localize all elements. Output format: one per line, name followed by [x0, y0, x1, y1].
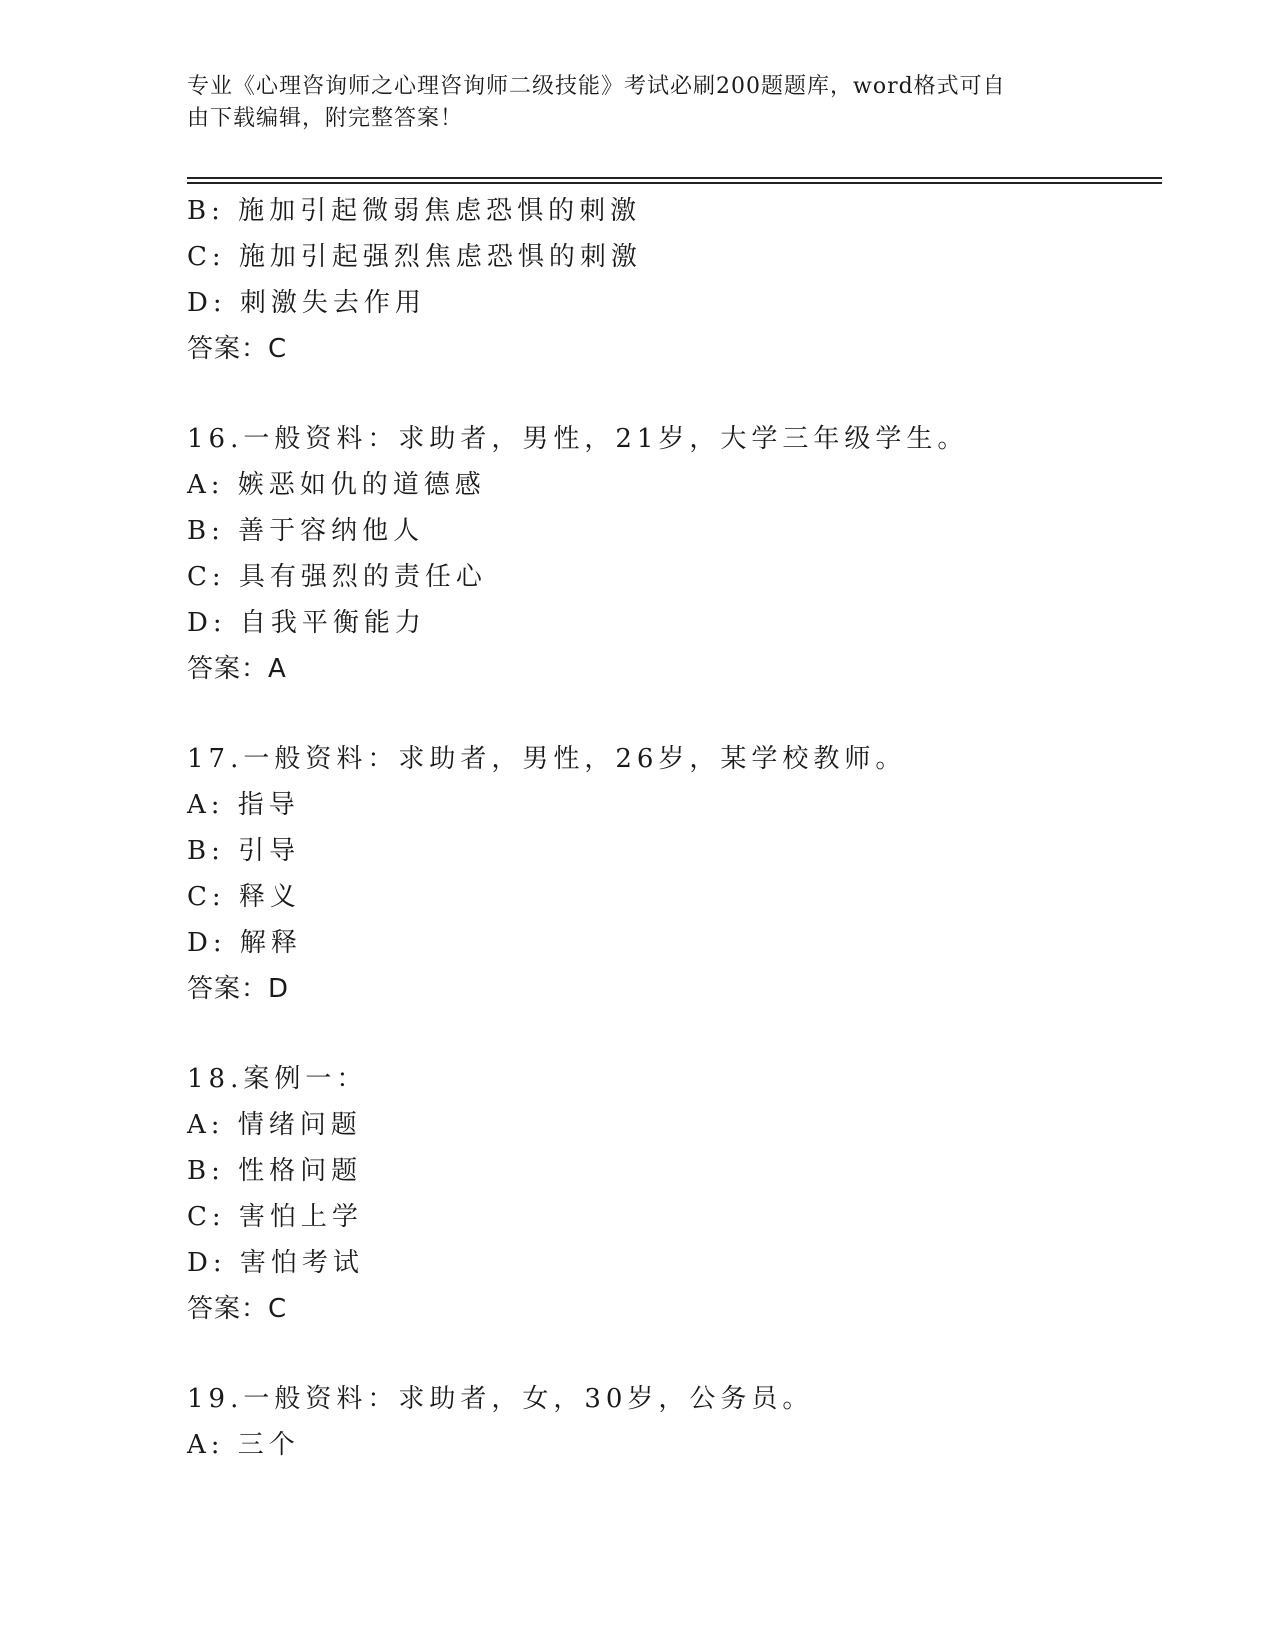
- header-rule-top: [187, 177, 1162, 179]
- question-stem: 16.一般资料：求助者，男性，21岁，大学三年级学生。: [187, 424, 969, 454]
- answer-line: 答案：C: [187, 1294, 288, 1324]
- question-18: [187, 1056, 1162, 1332]
- question-15-continued: [187, 188, 1162, 372]
- option-a: A: 情绪问题: [187, 1110, 362, 1140]
- question-stem: 19.一般资料：求助者，女，30岁，公务员。: [187, 1384, 814, 1414]
- option-b: B: 施加引起微弱焦虑恐惧的刺激: [187, 196, 642, 226]
- option-c: C: 具有强烈的责任心: [187, 562, 487, 592]
- answer-line: 答案：C: [187, 334, 288, 364]
- question-stem: 18.案例一：: [187, 1064, 368, 1094]
- option-d: D: 刺激失去作用: [187, 288, 426, 318]
- option-c: C: 害怕上学: [187, 1202, 363, 1232]
- answer-line: 答案：A: [187, 654, 287, 684]
- question-16: [187, 416, 1162, 692]
- option-a: A: 嫉恶如仇的道德感: [187, 470, 486, 500]
- option-a: A: 指导: [187, 790, 300, 820]
- option-d: D: 害怕考试: [187, 1248, 364, 1278]
- option-c: C: 施加引起强烈焦虑恐惧的刺激: [187, 242, 642, 272]
- question-stem: 17.一般资料：求助者，男性，26岁，某学校教师。: [187, 744, 907, 774]
- option-d: D: 解释: [187, 928, 302, 958]
- question-17: [187, 736, 1162, 1012]
- option-d: D: 自我平衡能力: [187, 608, 426, 638]
- header-line-2: 由下载编辑，附完整答案！: [187, 106, 464, 131]
- option-b: B: 引导: [187, 836, 301, 866]
- document-header: [187, 71, 1087, 135]
- header-line-1: 专业《心理咨询师之心理咨询师二级技能》考试必刷200题题库，word格式可自: [187, 74, 1006, 99]
- question-list: [187, 188, 1162, 1468]
- option-b: B: 善于容纳他人: [187, 516, 425, 546]
- option-b: B: 性格问题: [187, 1156, 363, 1186]
- option-a: A: 三个: [187, 1430, 300, 1460]
- question-19: [187, 1376, 1162, 1468]
- option-c: C: 释义: [187, 882, 301, 912]
- header-rule-bottom: [187, 182, 1162, 184]
- answer-line: 答案：D: [187, 974, 290, 1004]
